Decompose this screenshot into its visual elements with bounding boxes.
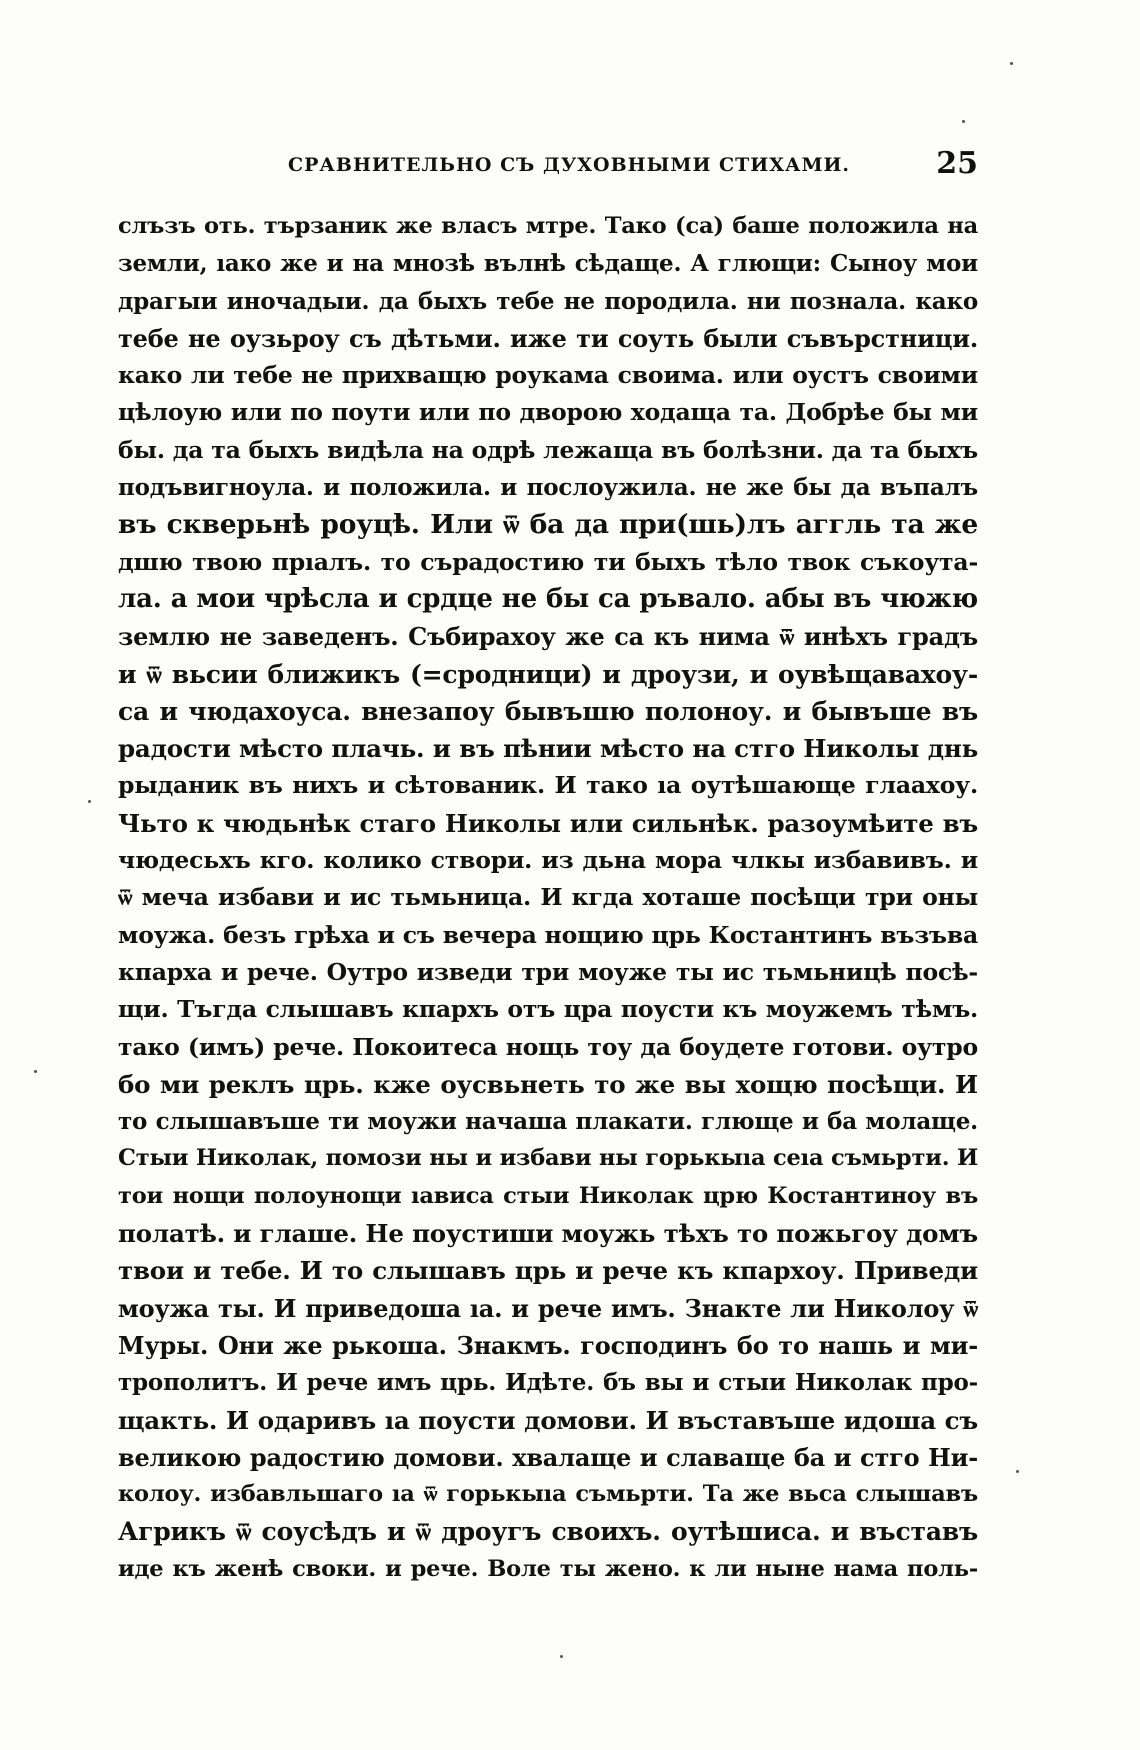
text-line: кпарха и рече. Оутро изведи три моуже ты ис тьмьницѣ посѣ- (118, 957, 978, 986)
text-line: тебе не оузьроу съ дѣтьми. иже ти соуть были съвърстници. (118, 323, 978, 353)
text-line: земли, ıако же и на мнозѣ вълнѣ сѣдаще. А глющи: Сыноу мои (118, 250, 978, 278)
text-line: тако (имъ) рече. Покоитеса нощь тоу да боудете готови. оутро (118, 1032, 978, 1061)
text-line: то слышавъше ти моужи начаша плакати. глюще и ба молаще. (118, 1108, 978, 1136)
text-line: цѣлоую или по поути или по дворою ходаща та. Добрѣе бы ми (118, 398, 978, 427)
text-line: ѿ меча избави и ис тьмьница. И кгда хоташе посѣщи три оны (118, 883, 978, 912)
text-line: твои и тебе. И то слышавъ црь и рече къ кпархоу. Приведи (118, 1256, 978, 1286)
text-line: како ли тебе не прихващю роукама своима. или оустъ своими (118, 361, 978, 390)
text-line: Агрикъ ѿ соусѣдъ и ѿ дроугъ своихъ. оутѣшиса. и въставъ (118, 1517, 978, 1547)
text-line: чюдесьхъ кго. колико створи. из дьна мора члкы избавивъ. и (118, 846, 978, 875)
text-line: землю не заведенъ. Събирахоу же са къ нима ѿ инѣхъ градъ (118, 622, 978, 652)
text-line: са и чюдахоуса. внезапоу бывъшю полоноу. и бывъше въ (118, 696, 978, 726)
text-line: полатѣ. и глаше. Не поустиши моужь тѣхъ то пожьгоу домъ (118, 1219, 978, 1249)
scan-speck (1010, 62, 1013, 65)
scan-speck (962, 120, 965, 123)
text-line: слъзъ оть. тързаник же власъ мтре. Тако (са) баше положила на (118, 213, 978, 239)
text-line: драгыи иночадыи. да быхъ тебе не породила. ни познала. како (118, 287, 978, 315)
text-line: Муры. Они же рькоша. Знакмъ. господинъ бо то нашь и ми- (118, 1330, 978, 1360)
text-line: и ѿ вьсии ближикъ (=сродници) и дроузи, и оувѣщавахоу- (118, 659, 978, 689)
text-line: ла. а мои чрѣсла и срдце не бы са ръвало. абы въ чюжю (118, 583, 978, 614)
scan-speck (560, 1655, 563, 1658)
text-line: трополитъ. И рече имъ црь. Идѣте. бъ вы и стыи Николак про- (118, 1369, 978, 1397)
text-line: щакть. И одаривъ ıа поусти домови. И въставъше идоша съ (118, 1405, 978, 1435)
scan-speck (1016, 1470, 1019, 1473)
page-number: 25 (936, 146, 978, 181)
running-title: СРАВНИТЕЛЬНО СЪ ДУХОВНЫМИ СТИХАМИ. (288, 154, 851, 176)
scan-speck (88, 800, 91, 803)
running-head (118, 146, 978, 190)
text-line: колоу. избавльшаго ıа ѿ горькыıа съмьрти. Та же вьса слышавъ (118, 1481, 978, 1508)
text-line: бы. да та быхъ видѣла на одрѣ лежаща въ болѣзни. да та быхъ (118, 435, 978, 464)
text-line: моужа. безъ грѣха и съ вечера нощию црь Костантинъ възъва (118, 920, 978, 949)
text-line: въ скверьнѣ роуцѣ. Или ѿ ба да при(шь)лъ аггль та же (118, 509, 978, 541)
text-line: щи. Тъгда слышавъ кпархъ отъ цра поусти къ моужемъ тѣмъ. (118, 995, 978, 1024)
scan-speck (34, 1070, 37, 1073)
text-line: радости мѣсто плачь. и въ пѣнии мѣсто на стго Николы днь (118, 734, 978, 764)
text-line: дшю твою прıалъ. то сърадостию ти быхъ тѣло твок съкоута- (118, 547, 978, 576)
text-line: Стыи Николак, помози ны и избави ны горькыıа сеıа съмьрти. И (118, 1145, 979, 1172)
text-line: иде къ женѣ своки. и рече. Воле ты жено. к ли ныне нама поль- (118, 1555, 978, 1582)
text-line: подъвигноула. и положила. и послоужила. не же бы да въпалъ (118, 474, 978, 502)
text-line: великою радостию домови. хвалаще и славаще ба и стго Ни- (118, 1442, 978, 1472)
body-text (118, 208, 978, 1588)
text-line: бо ми реклъ црь. кже оусвьнеть то же вы хощю посѣщи. И (118, 1069, 978, 1099)
text-line: Чьто к чюдьнѣк стаго Николы или сильнѣк. разоумѣите въ (118, 808, 978, 838)
text-line: моужа ты. И приведоша ıа. и рече имъ. Знакте ли Николоу ѿ (118, 1293, 978, 1323)
text-line: рыданик въ нихъ и сѣтованик. И тако ıа оутѣшающе глаахоу. (118, 771, 978, 800)
text-line: тои нощи полоунощи ıависа стыи Николак црю Костантиноу въ (118, 1182, 978, 1209)
